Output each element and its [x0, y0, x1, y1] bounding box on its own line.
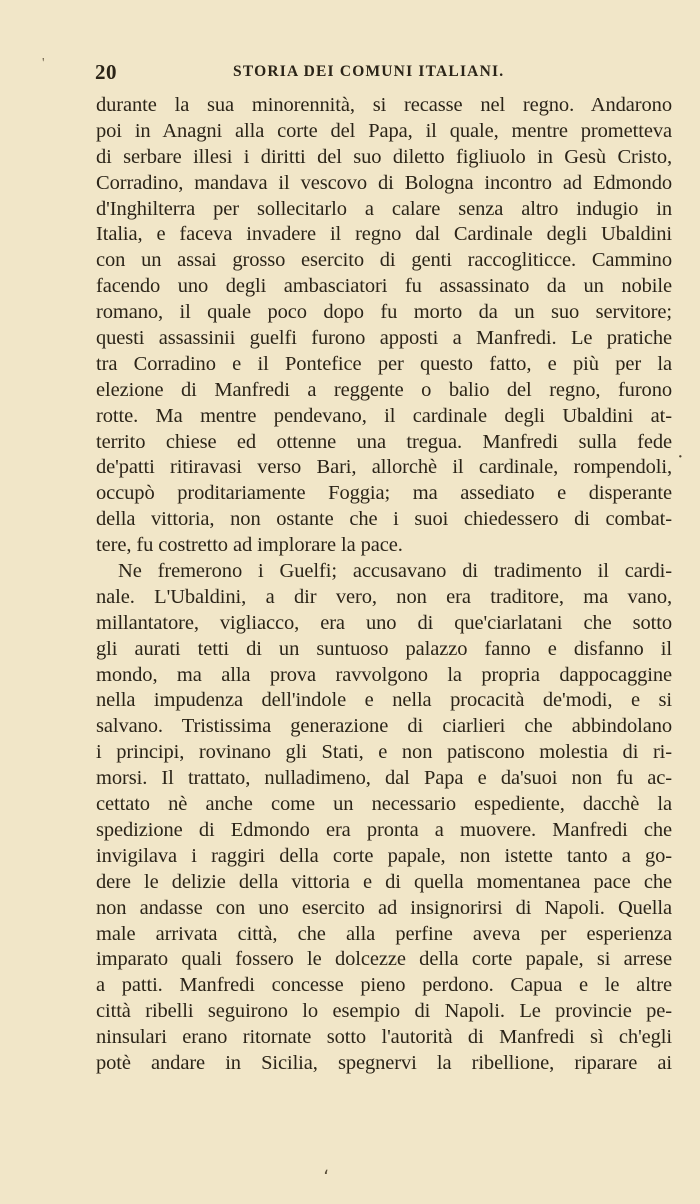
footer-mark: ،	[323, 1158, 329, 1178]
text-line: Corradino, mandava il vescovo di Bologna incontro ad Edmondo	[96, 171, 672, 194]
text-line: spedizione di Edmondo era pronta a muovere. Manfredi che	[96, 818, 672, 841]
body-text	[96, 93, 672, 1077]
text-line: facendo uno degli ambasciatori fu assassinato da un nobile	[96, 275, 672, 298]
text-line: territo chiese ed ottenne una tregua. Manfredi sulla fede	[96, 430, 672, 453]
text-line: occupò proditariamente Foggia; ma assediato e disperante	[96, 482, 672, 505]
text-line: con un assai grosso esercito di genti raccogliticce. Cammino	[96, 249, 672, 272]
text-line: salvano. Tristissima generazione di ciarlieri che abbindolano	[96, 715, 672, 738]
paragraph-end-line: tere, fu costretto ad implorare la pace.	[96, 534, 403, 557]
text-line: durante la sua minorennità, si recasse nel regno. Andarono	[96, 94, 672, 116]
text-line: i principi, rovinano gli Stati, e non patiscono molestia di ri-	[96, 741, 672, 764]
text-line: gli aurati tetti di un suntuoso palazzo fanno e disfanno il	[96, 637, 672, 660]
text-line: ninsulari erano ritornate sotto l'autorità di Manfredi sì ch'egli	[96, 1026, 672, 1049]
text-line: rotte. Ma mentre pendevano, il cardinale degli Ubaldini at-	[96, 404, 672, 427]
text-line: nale. L'Ubaldini, a dir vero, non era traditore, ma vano,	[96, 585, 672, 608]
paragraph-start-line: Ne fremerono i Guelfi; accusavano di tradimento il cardi-	[118, 560, 672, 583]
text-line: tra Corradino e il Pontefice per questo fatto, e più per la	[96, 352, 672, 375]
text-line: male arrivata città, che alla perfine aveva per esperienza	[96, 922, 672, 945]
page-header	[95, 60, 675, 88]
text-line: mondo, ma alla prova ravvolgono la propria dappocaggine	[96, 663, 672, 686]
text-line: dere le delizie della vittoria e di quella momentanea pace che	[96, 870, 672, 893]
running-title: STORIA DEI COMUNI ITALIANI.	[233, 63, 505, 80]
text-line: Italia, e faceva invadere il regno dal Cardinale degli Ubaldini	[96, 223, 672, 246]
text-line: poi in Anagni alla corte del Papa, il quale, mentre prometteva	[96, 119, 672, 142]
text-line: nella impudenza dell'indole e nella procacità de'modi, e si	[96, 689, 672, 712]
margin-dot: ·	[677, 446, 684, 468]
text-line: morsi. Il trattato, nulladimeno, dal Papa e da'suoi non fu ac-	[96, 767, 672, 790]
text-line: imparato quali fossero le dolcezze della corte papale, si arrese	[96, 948, 672, 971]
text-line: romano, il quale poco dopo fu morto da un suo servitore;	[96, 301, 672, 324]
text-line: potè andare in Sicilia, spegnervi la ribellione, riparare ai	[96, 1051, 672, 1074]
text-line: di serbare illesi i diritti del suo diletto figliuolo in Gesù Cristo,	[96, 145, 672, 168]
text-line: cettato nè anche come un necessario espediente, dacchè la	[96, 793, 672, 816]
text-line: a patti. Manfredi concesse pieno perdono. Capua e le altre	[96, 974, 672, 997]
text-line: questi assassinii guelfi furono apposti a Manfredi. Le pratiche	[96, 327, 672, 350]
text-line: elezione di Manfredi a reggente o balio del regno, furono	[96, 378, 672, 401]
text-line: non andasse con uno esercito ad insignorirsi di Napoli. Quella	[96, 896, 672, 919]
page-number: 20	[95, 60, 117, 84]
text-line: città ribelli seguirono lo esempio di Napoli. Le provincie pe-	[96, 1000, 672, 1023]
text-line: invigilava i raggiri della corte papale, non istette tanto a go-	[96, 844, 672, 867]
text-line: d'Inghilterra per sollecitarlo a calare senza altro indugio in	[96, 197, 672, 220]
text-line: della vittoria, non ostante che i suoi chiedessero di combat-	[96, 508, 672, 531]
ink-speck: '	[42, 56, 45, 71]
text-line: de'patti ritiravasi verso Bari, allorchè il cardinale, rompendoli,	[96, 456, 672, 479]
text-line: millantatore, vigliacco, era uno di que'ciarlatani che sotto	[96, 611, 672, 634]
